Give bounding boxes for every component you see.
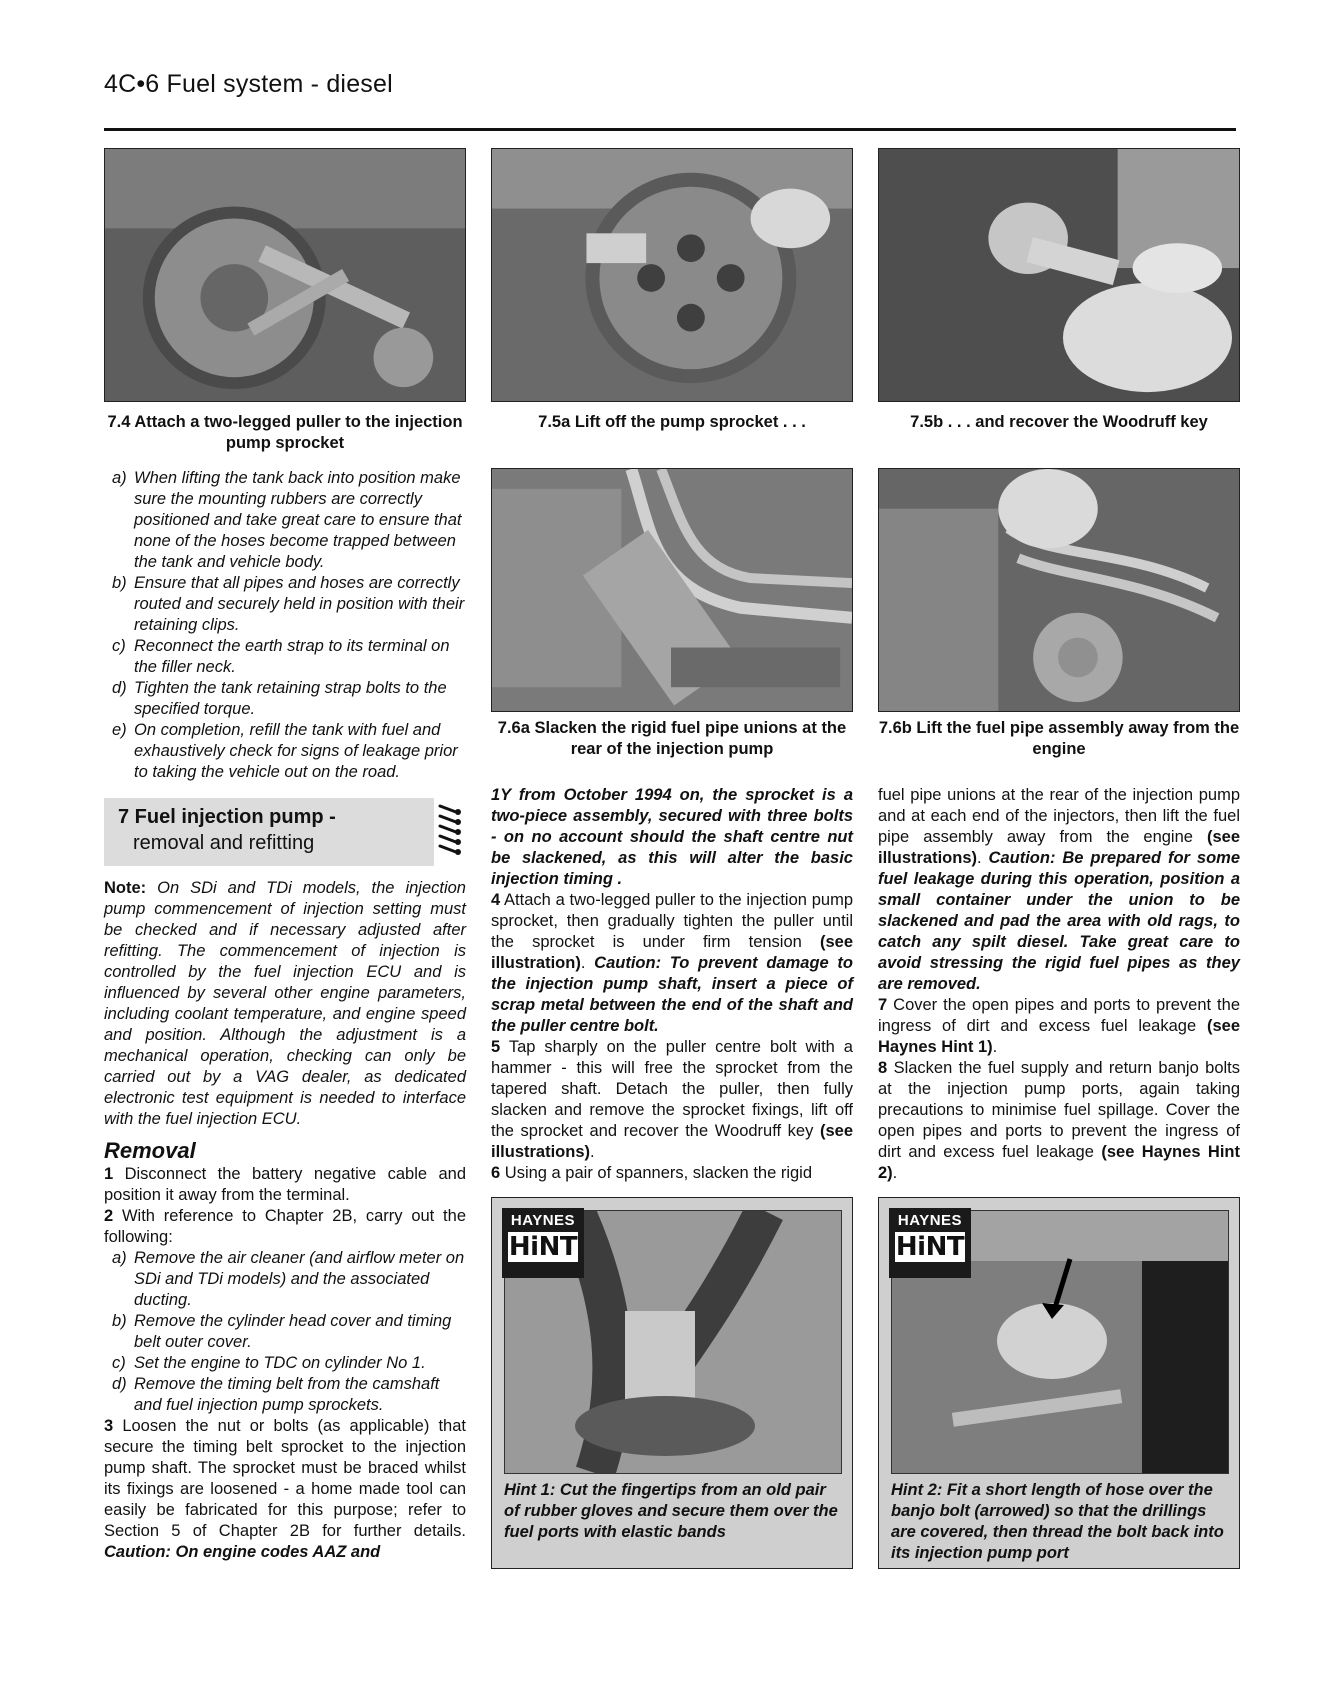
section-title: 7 Fuel injection pump - (118, 806, 336, 828)
list-item: b) Remove the cylinder head cover and timing belt outer cover. (112, 1312, 452, 1351)
step-5: 5 Tap sharply on the puller centre bolt with a hammer - this will free the sprocket from the tapered shaft. Detach the puller, then fully slacken and remove the sprocket fixings, lift off the sprocket and recover the Woodruff key (see illustrations). (491, 1038, 853, 1161)
caption-7-5b: 7.5b . . . and recover the Woodruff key (910, 413, 1208, 431)
caption-7-5a: 7.5a Lift off the pump sprocket . . . (538, 413, 806, 431)
list-item: c) Set the engine to TDC on cylinder No 1. (112, 1354, 426, 1372)
step-2: 2 With reference to Chapter 2B, carry out the following: (104, 1207, 466, 1246)
step-4: 4 Attach a two-legged puller to the injection pump sprocket, then gradually tighten the puller until the sprocket is under firm tension (see illustration). Caution: To prevent damage to the injection pump shaft, insert a piece of scrap metal between the end of the shaft and the puller centre bolt. (491, 891, 854, 1035)
difficulty-spanner-icon (434, 796, 464, 868)
list-item: b) Ensure that all pipes and hoses are correctly routed and securely held in position with their retaining clips. (112, 574, 465, 634)
list-item: a) Remove the air cleaner (and airflow meter on SDi and TDi models) and the associated ducting. (112, 1249, 465, 1309)
list-item: e) On completion, refill the tank with fuel and exhaustively check for signs of leakage prior to taking the vehicle out on the road. (112, 721, 458, 781)
refit-list (104, 468, 466, 783)
hint-1-text: Hint 1: Cut the fingertips from an old pair of rubber gloves and secure them over the fuel ports with elastic bands (504, 1481, 838, 1541)
caution-continuation: 1Y from October 1994 on, the sprocket is a two-piece assembly, secured with three bolts - on no account should the shaft centre nut be slackened, as this will alter the basic injection timing . (491, 786, 853, 888)
list-item: a) When lifting the tank back into position make sure the mounting rubbers are correctly positioned and take great care to ensure that none of the hoses become trapped between the tank and vehicle body. (112, 469, 462, 571)
step-6-continued: fuel pipe unions at the rear of the injection pump and at each end of the injectors, then lift the fuel pipe assembly away from the engine (see illustrations). Caution: Be prepared for some fuel leakage during this operation, position a small container under the union to be slackened and pad the area with old rags, to catch any spilt diesel. Take great care to avoid stressing the rigid fuel pipes as they are removed. (878, 786, 1240, 993)
header-rule (104, 128, 1236, 131)
step-7: 7 Cover the open pipes and ports to prevent the ingress of dirt and excess fuel leakage (see Haynes Hint 1). (878, 996, 1240, 1056)
hint-2-text: Hint 2: Fit a short length of hose over the banjo bolt (arrowed) so that the drillings are covered, then thread the bolt back into its injection pump port (891, 1481, 1224, 1562)
column-2 (491, 785, 853, 1184)
caption-7-6a: 7.6a Slacken the rigid fuel pipe unions at the rear of the injection pump (497, 719, 847, 758)
step-2-list (104, 1248, 466, 1416)
removal-heading: Removal (104, 1138, 196, 1163)
note-paragraph: Note: On SDi and TDi models, the injection pump commencement of injection setting must be checked and if necessary adjusted after refitting. The commencement of injection is controlled by the fuel injection ECU and is influenced by several other engine parameters, including coolant temperature, and engine speed and position. Although the adjustment is a mechanical operation, checking can only be carried out by a VAG dealer, as dedicated electronic test equipment is needed to interface with the fuel injection ECU. (104, 879, 466, 1128)
haynes-hint-logo: HAYNES HiNT (889, 1208, 971, 1278)
haynes-hint-2 (878, 1197, 1240, 1569)
caption-7-4: 7.4 Attach a two-legged puller to the injection pump sprocket (107, 413, 463, 452)
step-6: 6 Using a pair of spanners, slacken the rigid (491, 1164, 813, 1182)
photo-7-6a (491, 468, 853, 712)
section-subtitle: removal and refitting (133, 832, 315, 854)
step-8: 8 Slacken the fuel supply and return banjo bolts at the injection pump ports, again taking precautions to minimise fuel spillage. Cover the open pipes and ports to prevent the ingress of dirt and excess fuel leakage (see Haynes Hint 2). (878, 1059, 1240, 1182)
column-3 (878, 785, 1240, 1184)
list-item: d) Remove the timing belt from the camshaft and fuel injection pump sprockets. (112, 1375, 440, 1414)
haynes-hint-logo: HAYNES HiNT (502, 1208, 584, 1278)
column-1 (104, 468, 466, 783)
removal-steps (104, 1164, 466, 1563)
step-1: 1 Disconnect the battery negative cable and position it away from the terminal. (104, 1165, 466, 1204)
photo-7-6b (878, 468, 1240, 712)
photo-7-5a (491, 148, 853, 402)
list-item: d) Tighten the tank retaining strap bolts to the specified torque. (112, 679, 447, 718)
photo-7-4 (104, 148, 466, 402)
photo-7-5b (878, 148, 1240, 402)
haynes-hint-1 (491, 1197, 853, 1569)
step-3: 3 Loosen the nut or bolts (as applicable) that secure the timing belt sprocket to the injection pump shaft. The sprocket must be braced whilst its fixings are loosened - a home made tool can easily be fabricated for this purpose; refer to Section 5 of Chapter 2B for further details. Caution: On engine codes AAZ and (104, 1417, 466, 1561)
page-header: 4C•6 Fuel system - diesel (104, 70, 393, 98)
list-item: c) Reconnect the earth strap to its terminal on the filler neck. (112, 637, 450, 676)
caption-7-6b: 7.6b Lift the fuel pipe assembly away from the engine (878, 719, 1240, 758)
